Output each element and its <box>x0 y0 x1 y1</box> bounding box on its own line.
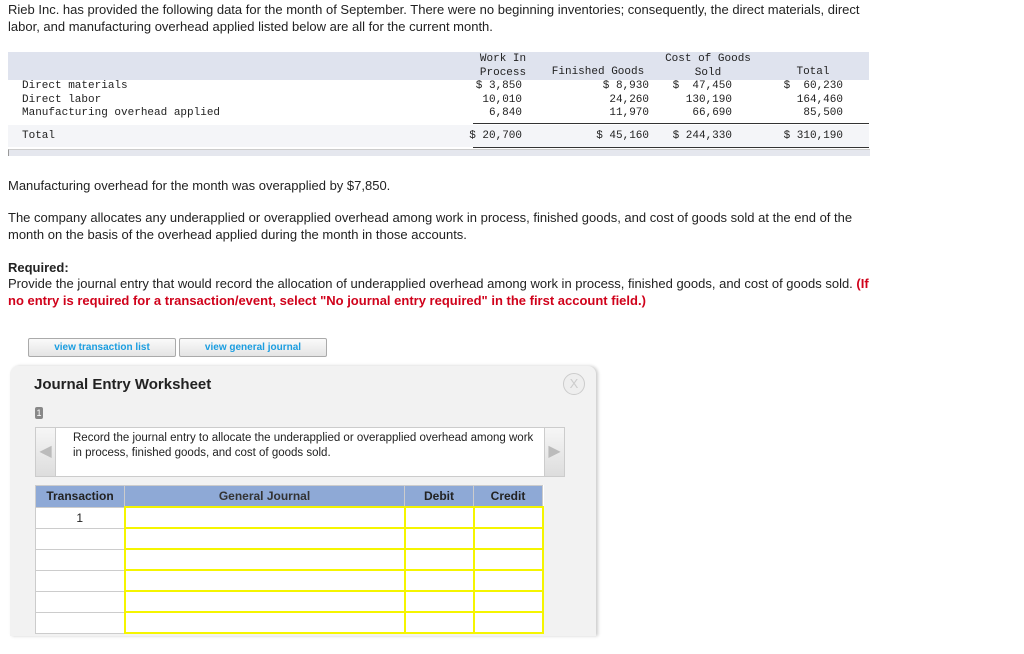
cell: 85,500 <box>803 107 843 119</box>
journal-entry-worksheet <box>10 366 596 636</box>
account-field[interactable] <box>125 591 405 612</box>
cell: $ 60,230 <box>783 80 843 92</box>
cell: $ 3,850 <box>475 80 522 92</box>
transaction-number <box>36 591 125 612</box>
instruction-panel <box>35 427 565 477</box>
cell: $ 47,450 <box>672 80 732 92</box>
cell: $ 45,160 <box>596 129 649 142</box>
account-field[interactable] <box>125 528 405 549</box>
header-wip-line1: Work In <box>479 53 527 65</box>
journal-row <box>36 591 543 612</box>
account-field[interactable] <box>125 549 405 570</box>
header-total: Total <box>796 66 830 78</box>
table-scrollbar[interactable] <box>8 149 870 156</box>
cell: $ 8,930 <box>602 80 649 92</box>
overapplied-text: Manufacturing overhead for the month was overapplied by $7,850. <box>8 178 391 193</box>
row-label: Total <box>22 129 56 142</box>
debit-field[interactable] <box>405 591 474 612</box>
required-text <box>8 276 878 309</box>
cell: 66,690 <box>692 107 732 119</box>
header-wip-line2: Process <box>479 66 527 79</box>
required-note: (If no entry is required for a transaction/event, select "No journal entry required" in the first account field.) <box>8 276 869 308</box>
col-debit: Debit <box>405 486 474 508</box>
journal-row <box>36 507 543 528</box>
cell: 6,840 <box>488 107 522 119</box>
view-transaction-list-button[interactable]: view transaction list <box>28 338 176 357</box>
view-general-journal-button[interactable]: view general journal <box>179 338 327 357</box>
cell: $ 310,190 <box>783 129 843 142</box>
close-icon[interactable]: X <box>563 373 585 395</box>
cost-data-table <box>8 52 869 147</box>
debit-field[interactable] <box>405 507 474 528</box>
row-label: Direct materials <box>22 80 128 92</box>
col-credit: Credit <box>474 486 543 508</box>
debit-field[interactable] <box>405 612 474 633</box>
transaction-number <box>36 612 125 633</box>
journal-row <box>36 528 543 549</box>
transaction-number <box>36 528 125 549</box>
journal-row <box>36 570 543 591</box>
cell: $ 20,700 <box>469 129 522 142</box>
table-row <box>8 107 869 121</box>
worksheet-title: Journal Entry Worksheet <box>34 376 212 393</box>
cell: 130,190 <box>685 93 732 106</box>
col-transaction: Transaction <box>36 486 125 508</box>
col-general-journal: General Journal <box>125 486 405 508</box>
table-header <box>8 52 869 80</box>
journal-table <box>35 485 544 634</box>
cell: 24,260 <box>609 93 649 106</box>
total-row <box>8 125 869 147</box>
credit-field[interactable] <box>474 549 543 570</box>
credit-field[interactable] <box>474 570 543 591</box>
credit-field[interactable] <box>474 612 543 633</box>
table-row <box>8 94 869 108</box>
journal-row <box>36 612 543 633</box>
cell: $ 244,330 <box>672 129 732 142</box>
row-label: Direct labor <box>22 93 102 106</box>
header-finished-goods: Finished Goods <box>551 66 645 78</box>
row-label: Manufacturing overhead applied <box>22 107 221 119</box>
account-field[interactable] <box>125 612 405 633</box>
journal-row <box>36 549 543 570</box>
header-cogs-line1: Cost of Goods <box>665 53 751 65</box>
account-field[interactable] <box>125 570 405 591</box>
account-field[interactable] <box>125 507 405 528</box>
next-arrow-icon[interactable]: ▶ <box>544 428 564 476</box>
intro-text: Rieb Inc. has provided the following data for the month of September. There were no beginning inventories; consequently, the direct materials, direct labor, and manufacturing overhead applied listed below are all for the current month. <box>8 2 860 34</box>
transaction-number: 1 <box>36 507 125 528</box>
transaction-number <box>36 549 125 570</box>
transaction-number <box>36 570 125 591</box>
debit-field[interactable] <box>405 549 474 570</box>
required-label: Required: <box>8 260 69 275</box>
required-instruction: Provide the journal entry that would record the allocation of underapplied overhead among work in process, finished goods, and cost of goods sold. <box>8 276 857 291</box>
instruction-text: Record the journal entry to allocate the underapplied or overapplied overhead among work in process, finished goods, and cost of goods sold. <box>73 432 534 459</box>
debit-field[interactable] <box>405 570 474 591</box>
debit-field[interactable] <box>405 528 474 549</box>
cell: 10,010 <box>482 93 522 106</box>
prev-arrow-icon[interactable]: ◀ <box>36 428 56 476</box>
allocation-text: The company allocates any underapplied or overapplied overhead among work in process, finished goods, and cost of goods sold at the end of the month on the basis of the overhead applied during the month in those accounts. <box>8 210 853 242</box>
table-row <box>8 80 869 94</box>
credit-field[interactable] <box>474 591 543 612</box>
cell: 11,970 <box>609 107 649 119</box>
cell: 164,460 <box>796 93 843 106</box>
header-cogs-line2: Sold <box>694 66 722 79</box>
credit-field[interactable] <box>474 528 543 549</box>
step-badge[interactable]: 1 <box>36 408 42 418</box>
credit-field[interactable] <box>474 507 543 528</box>
